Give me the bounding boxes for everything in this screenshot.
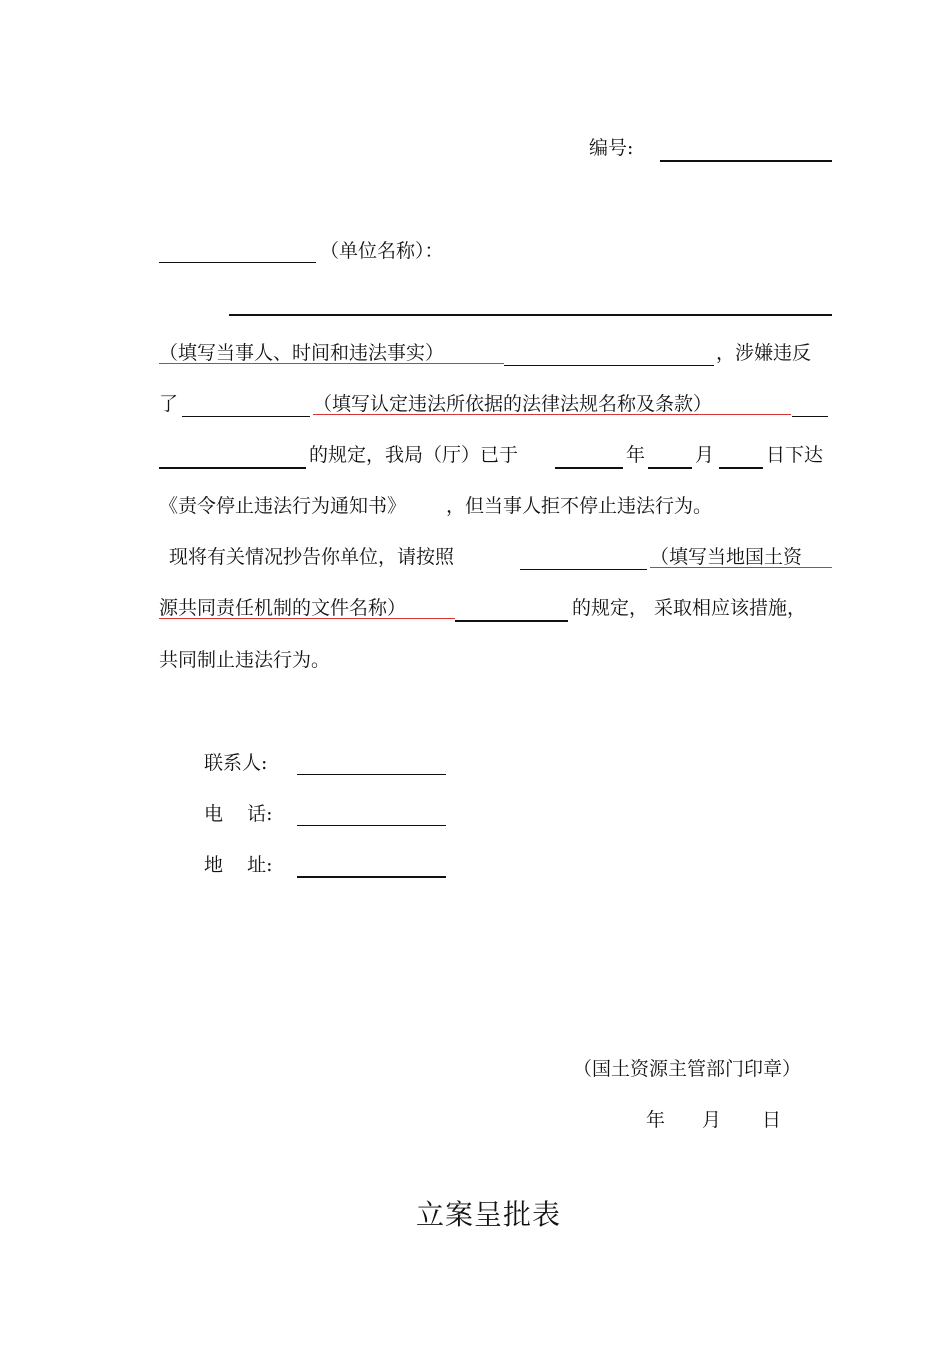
notice-name-text: 《责令停止违法行为通知书》 xyxy=(159,495,407,517)
regulation-measures-text: 的规定， 采取相应该措施， xyxy=(572,597,807,619)
number-field[interactable] xyxy=(660,160,832,162)
facts-field[interactable] xyxy=(504,365,714,366)
sign-year: 年 xyxy=(646,1109,666,1131)
regulation-field[interactable] xyxy=(159,467,306,469)
legal-basis-field-a[interactable] xyxy=(182,416,310,417)
contact-person-field[interactable] xyxy=(297,774,446,775)
address-label: 地 址: xyxy=(204,854,273,876)
address-field[interactable] xyxy=(297,876,446,878)
local-doc-field-b[interactable] xyxy=(455,620,568,622)
unit-name-label: （单位名称）： xyxy=(320,240,444,262)
phone-field[interactable] xyxy=(297,825,446,826)
number-label: 编号: xyxy=(589,137,634,159)
contact-person-label: 联系人: xyxy=(204,752,268,774)
seal-text: （国土资源主管部门印章） xyxy=(573,1058,802,1080)
legal-basis-field-b[interactable] xyxy=(792,416,828,417)
sign-month: 月 xyxy=(702,1109,722,1131)
fill-local-hint-2: 源共同责任机制的文件名称） xyxy=(159,597,407,619)
day-issued-text: 日下达 xyxy=(766,444,824,466)
facts-line-field[interactable] xyxy=(229,314,832,316)
unit-name-field[interactable] xyxy=(159,262,316,263)
red-underline-local-1 xyxy=(650,567,832,568)
year-field[interactable] xyxy=(555,467,623,469)
year-text: 年 xyxy=(626,444,646,466)
red-underline-facts xyxy=(159,363,504,364)
fill-local-hint-1: （填写当地国土资 xyxy=(650,546,803,568)
red-underline-legal xyxy=(313,414,791,415)
fill-facts-hint: （填写当事人、时间和违法事实） xyxy=(159,342,445,364)
fill-legal-basis-hint: （填写认定违法所依据的法律法规名称及条款） xyxy=(313,393,713,415)
red-underline-local-2 xyxy=(159,618,455,619)
month-field[interactable] xyxy=(648,467,692,469)
sign-day: 日 xyxy=(762,1109,782,1131)
month-text: 月 xyxy=(695,444,715,466)
page-title: 立案呈批表 xyxy=(416,1198,562,1231)
suspected-violation-text: ，涉嫌违反 xyxy=(716,342,812,364)
phone-label: 电 话: xyxy=(204,803,273,825)
regulation-bureau-text: 的规定，我局（厅）已于 xyxy=(309,444,519,466)
local-doc-field-a[interactable] xyxy=(520,569,647,570)
party-refused-text: ，但当事人拒不停止违法行为。 xyxy=(446,495,713,517)
jointly-stop-text: 共同制止违法行为。 xyxy=(159,649,331,671)
le-text: 了 xyxy=(159,393,179,415)
day-field[interactable] xyxy=(719,467,763,469)
cc-intro-text: 现将有关情况抄告你单位，请按照 xyxy=(169,546,455,568)
